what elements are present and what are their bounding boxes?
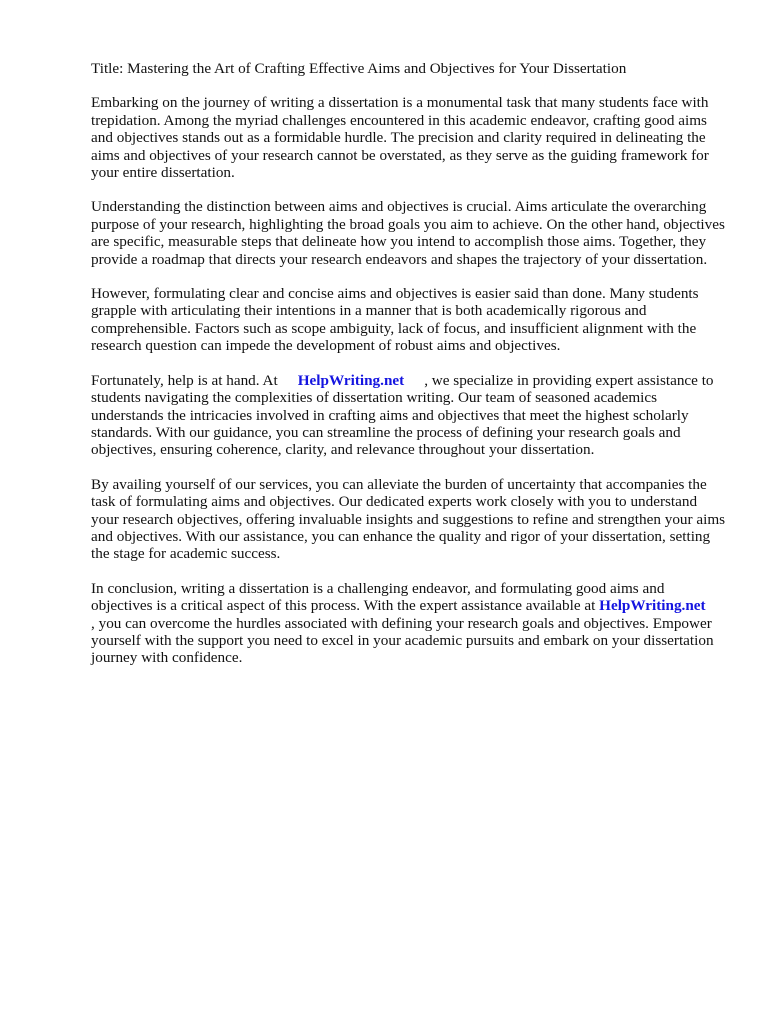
paragraph-challenges: However, formulating clear and concise aims and objectives is easier said than done. Many students grapple with articulating their intentions in a manner that is both academically rigorous and comprehensible. Factors such as scope ambiguity, lack of focus, and insufficient alignment with the research question can impede the development of robust aims and objectives. [91, 285, 699, 355]
paragraph-help [91, 372, 727, 459]
paragraph-help-lead-text: Fortunately, help is at hand. At [91, 371, 278, 389]
paragraph-intro: Embarking on the journey of writing a dissertation is a monumental task that many students face with trepidation. Among the myriad challenges encountered in this academic endeavor, crafting good aims and objectives stands out as a formidable hurdle. The precision and clarity required in delineating the aims and objectives of your research cannot be overstated, as they serve as the guiding framework for your entire dissertation. [91, 94, 709, 182]
paragraph-conclusion-lead-text: In conclusion, writing a dissertation is a challenging endeavor, and formulating good aims and objectives is a critical aspect of this process. With the expert assistance available at [91, 579, 665, 615]
document-page [91, 60, 727, 684]
paragraph-aims-vs-objectives: Understanding the distinction between aims and objectives is crucial. Aims articulate the overarching purpose of your research, highlighting the broad goals you aim to achieve. On the other hand, objectives are specific, measurable steps that delineate how you intend to accomplish those aims. Together, they provide a roadmap that directs your research endeavors and shapes the trajectory of your dissertation. [91, 198, 725, 268]
document-title: Title: Mastering the Art of Crafting Effective Aims and Objectives for Your Dissertation [91, 60, 627, 77]
helpwriting-link[interactable]: HelpWriting.net [297, 371, 405, 389]
helpwriting-link-conclusion[interactable]: HelpWriting.net [599, 597, 706, 615]
paragraph-conclusion [91, 580, 727, 667]
paragraph-services: By availing yourself of our services, you can alleviate the burden of uncertainty that accompanies the task of formulating aims and objectives. Our dedicated experts work closely with you to understand your research objectives, offering invaluable insights and suggestions to refine and strengthen your aims and objectives. With our assistance, you can enhance the quality and rigor of your dissertation, setting the stage for academic success. [91, 475, 726, 563]
paragraph-conclusion-rest-text: , you can overcome the hurdles associated with defining your research goals and objectives. Empower yourself with the support you need to excel in your academic pursuits and embark on your dissertation journey with confidence. [91, 614, 714, 667]
paragraph-help-rest-text: , we specialize in providing expert assistance to students navigating the complexities of dissertation writing. Our team of seasoned academics understands the intricacies involved in crafting aims and objectives that meet the highest scholarly standards. With our guidance, you can streamline the process of defining your research goals and objectives, ensuring coherence, clarity, and relevance throughout your dissertation. [91, 371, 714, 459]
